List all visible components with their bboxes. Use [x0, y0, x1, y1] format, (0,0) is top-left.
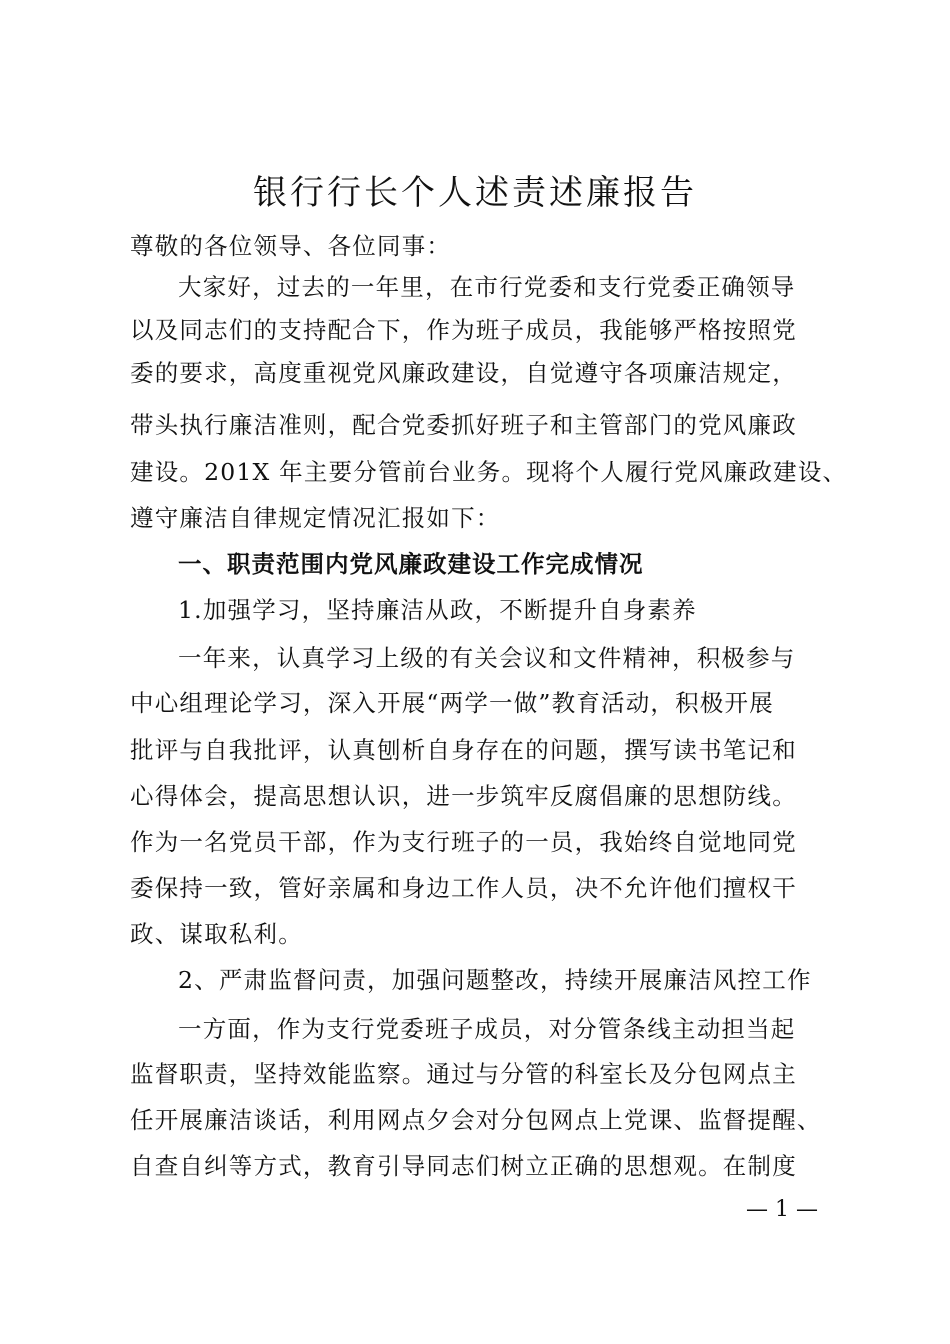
body-line: 自查自纠等方式，教育引导同志们树立正确的思想观。在制度: [130, 1152, 797, 1180]
intro-line: 以及同志们的支持配合下，作为班子成员，我能够严格按照党: [130, 316, 797, 344]
intro-line: 委的要求，高度重视党风廉政建设，自觉遵守各项廉洁规定，: [130, 359, 797, 387]
section-heading: 一、职责范围内党风廉政建设工作完成情况: [178, 550, 644, 578]
body-line: 任开展廉洁谈话，利用网点夕会对分包网点上党课、监督提醒、: [130, 1106, 822, 1134]
salutation: 尊敬的各位领导、各位同事：: [130, 232, 452, 260]
intro-line: 大家好，过去的一年里，在市行党委和支行党委正确领导: [178, 273, 796, 301]
body-line: 一年来，认真学习上级的有关会议和文件精神，积极参与: [178, 644, 796, 672]
body-line: 监督职责，坚持效能监察。通过与分管的科室长及分包网点主: [130, 1060, 797, 1088]
page-number: — 1 —: [746, 1197, 818, 1222]
body-line: 心得体会，提高思想认识，进一步筑牢反腐倡廉的思想防线。: [130, 782, 797, 810]
intro-line: 遵守廉洁自律规定情况汇报如下：: [130, 504, 501, 532]
intro-line: 建设。201X 年主要分管前台业务。现将个人履行党风廉政建设、: [130, 458, 848, 486]
body-line: 批评与自我批评，认真刨析自身存在的问题，撰写读书笔记和: [130, 736, 797, 764]
intro-line: 带头执行廉洁准则，配合党委抓好班子和主管部门的党风廉政: [130, 411, 797, 439]
body-line: 一方面，作为支行党委班子成员，对分管条线主动担当起: [178, 1015, 796, 1043]
body-line: 作为一名党员干部，作为支行班子的一员，我始终自觉地同党: [130, 828, 797, 856]
subsection-heading: 1.加强学习，坚持廉洁从政，不断提升自身素养: [178, 596, 697, 624]
body-line: 委保持一致，管好亲属和身边工作人员，决不允许他们擅权干: [130, 874, 797, 902]
body-line: 政、谋取私利。: [130, 920, 303, 948]
body-line: 中心组理论学习，深入开展“两学一做”教育活动，积极开展: [130, 689, 774, 717]
document-title: 银行行长个人述责述廉报告: [253, 173, 697, 213]
subsection-heading: 2、严肃监督问责，加强问题整改，持续开展廉洁风控工作: [178, 966, 812, 994]
